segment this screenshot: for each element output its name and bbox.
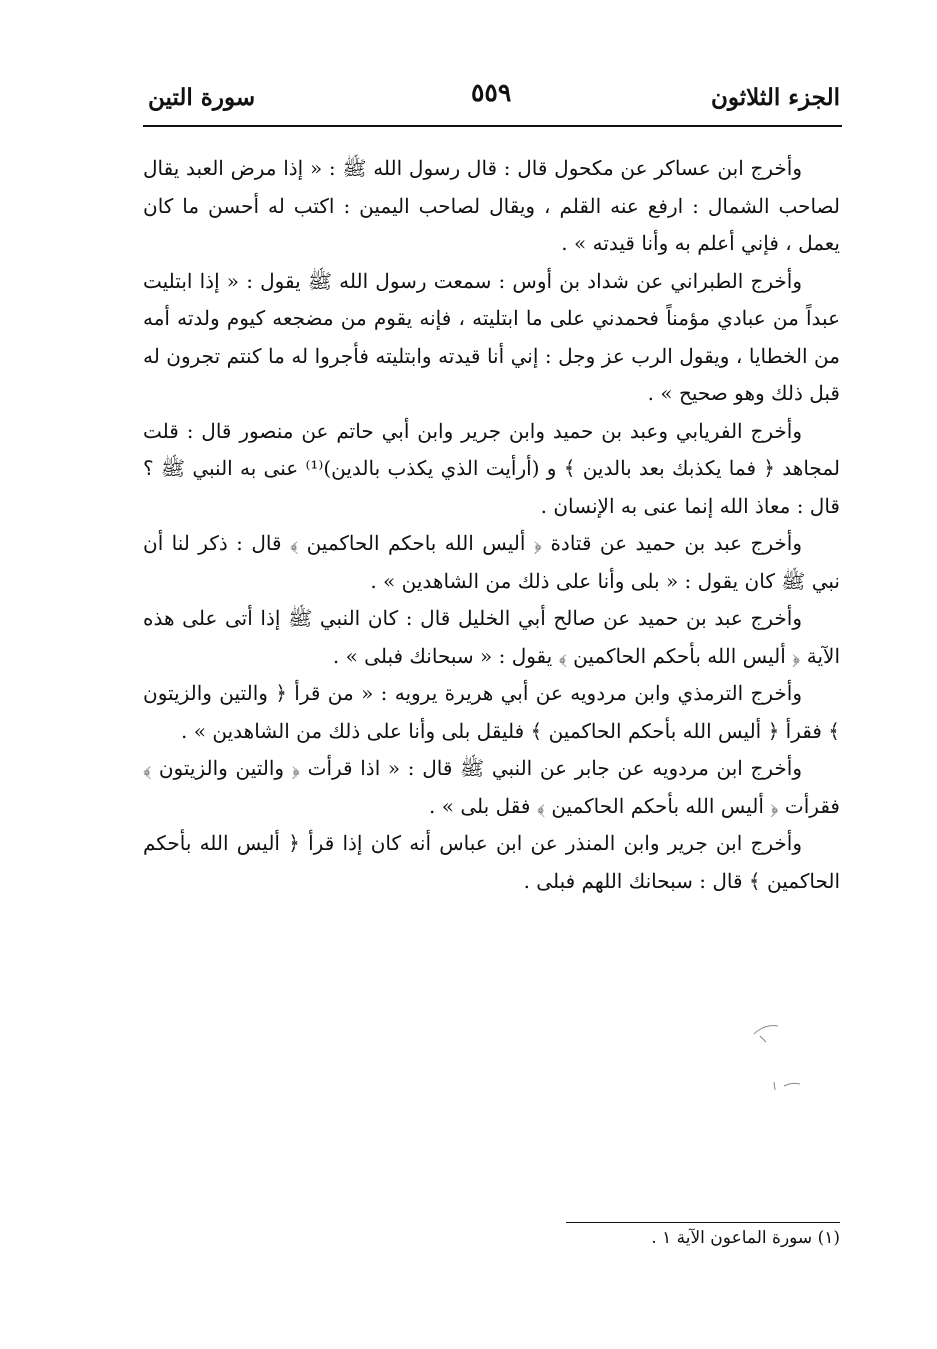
paragraph: وأخرج عبد بن حميد عن قتادة ﴿ أليس الله باحكم الحاكمين ﴾ قال : ذكر لنا أن نبي ﷺ كان يقول : « بلى وأنا على ذلك من الشاهدين » .	[143, 531, 840, 593]
paragraph: وأخرج الترمذي وابن مردويه عن أبي هريرة يرويه : « من قرأ ﴿ والتين والزيتون ﴾ فقرأ ﴿ أليس الله بأحكم الحاكمين ﴾ فليقل بلى وأنا على ذلك من الشاهدين » .	[143, 681, 840, 743]
paragraph: وأخرج ابن مردويه عن جابر عن النبي ﷺ قال : « اذا قرأت ﴿ والتين والزيتون ﴾ فقرأت ﴿ أليس الله بأحكم الحاكمين ﴾ فقل بلى » .	[143, 756, 840, 818]
scan-mark	[770, 1076, 804, 1096]
scan-mark	[752, 1022, 782, 1044]
main-text	[143, 150, 840, 900]
surah-title: سورة التين	[148, 84, 256, 111]
page-number: ٥٥٩	[471, 78, 512, 107]
part-title: الجزء الثلاثون	[711, 84, 840, 111]
paragraph: وأخرج الطبراني عن شداد بن أوس : سمعت رسول الله ﷺ يقول : « إذا ابتليت عبداً من عبادي مؤمناً فحمدني على ما ابتليته ، فإنه يقوم من مضجعه كيوم ولدته أمه من الخطايا ، ويقول الرب عز وجل : إني أنا قيدته وابتليته فأجروا له ما كنتم تجرون له قبل ذلك وهو صحيح » .	[143, 268, 841, 405]
paragraph: وأخرج ابن جرير وابن المنذر عن ابن عباس أنه كان إذا قرأ ﴿ أليس الله بأحكم الحاكمين ﴾ قال : سبحانك اللهم فبلى .	[143, 831, 840, 893]
footnote-divider	[566, 1222, 840, 1223]
footnote: (١) سورة الماعون الآية ١ .	[651, 1228, 840, 1248]
paragraph: وأخرج ابن عساكر عن مكحول قال : قال رسول الله ﷺ : « إذا مرض العبد يقال لصاحب الشمال : ارفع عنه القلم ، ويقال لصاحب اليمين : اكتب له أحسن ما كان يعمل ، فإني أعلم به وأنا قيدته » .	[143, 156, 840, 255]
paragraph: وأخرج عبد بن حميد عن صالح أبي الخليل قال : كان النبي ﷺ إذا أتى على هذه الآية ﴿ أليس الله بأحكم الحاكمين ﴾ يقول : « سبحانك فبلى » .	[143, 606, 840, 668]
header-divider	[143, 125, 842, 127]
paragraph: وأخرج الفريابي وعبد بن حميد وابن جرير وابن أبي حاتم عن منصور قال : قلت لمجاهد ﴿ فما يكذبك بعد بالدين ﴾ و (أرأيت الذي يكذب بالدين)⁽¹⁾ عنى به النبي ﷺ ؟ قال : معاذ الله إنما عنى به الإنسان .	[143, 418, 840, 518]
page-header	[148, 78, 840, 126]
